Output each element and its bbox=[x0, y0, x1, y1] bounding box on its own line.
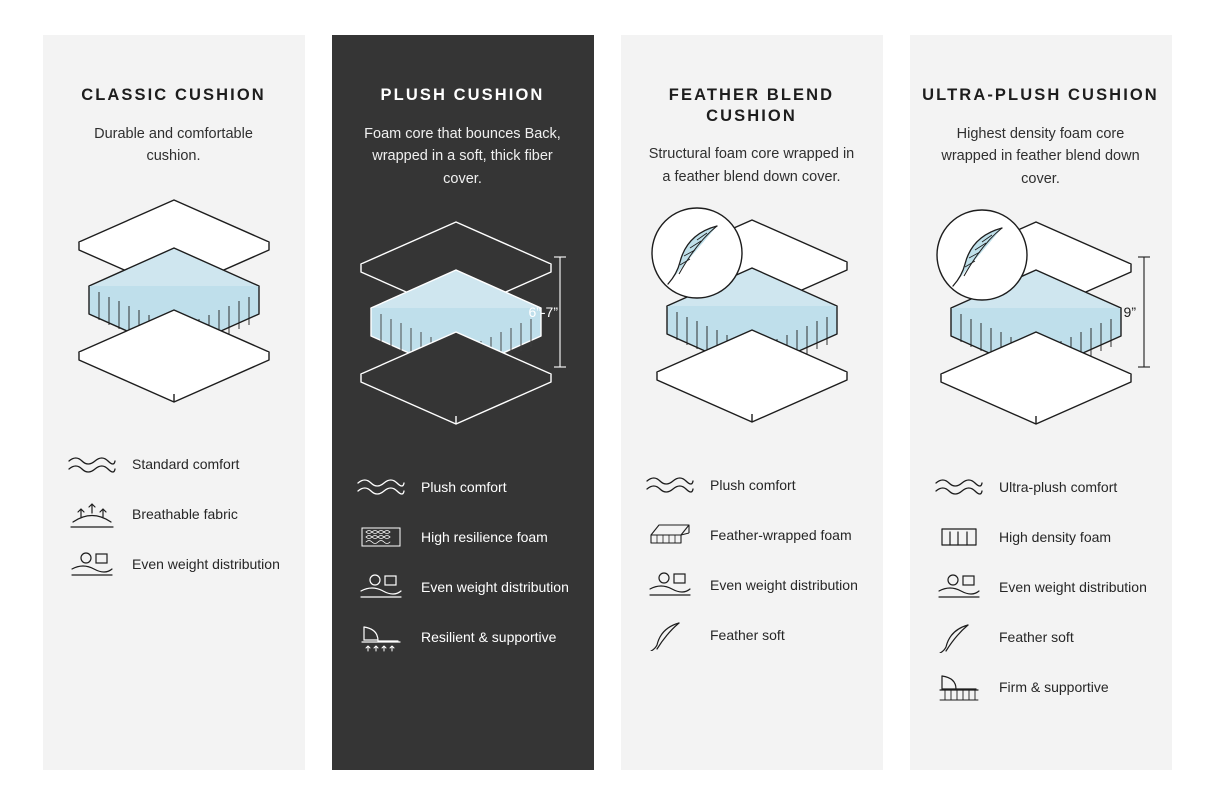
feature-list bbox=[66, 448, 281, 582]
list-item bbox=[933, 570, 1148, 604]
measurement-label: 6”-7” bbox=[527, 304, 558, 321]
cushion-card-feather-blend[interactable] bbox=[621, 35, 883, 770]
feature-label: Even weight distribution bbox=[710, 576, 858, 593]
feature-label: Resilient & supportive bbox=[421, 628, 557, 645]
list-item bbox=[355, 570, 570, 604]
even-weight-icon bbox=[644, 568, 696, 602]
feature-label: Firm & supportive bbox=[999, 678, 1109, 695]
feature-list bbox=[644, 468, 859, 652]
even-weight-icon bbox=[933, 570, 985, 604]
card-subtitle: Durable and comfortable cushion. bbox=[94, 125, 253, 165]
card-subtitle: Foam core that bounces Back, wrapped in a soft, thick fiber cover. bbox=[364, 125, 561, 187]
feature-list bbox=[355, 470, 570, 654]
cushion-card-plush[interactable] bbox=[332, 35, 594, 770]
feature-list bbox=[933, 470, 1148, 704]
feather-badge bbox=[937, 210, 1027, 300]
feature-label: Feather-wrapped foam bbox=[710, 526, 852, 543]
cushion-layers-illustration bbox=[910, 202, 1172, 452]
cushion-card-classic[interactable] bbox=[43, 35, 305, 770]
wave-lines-icon bbox=[66, 448, 118, 482]
card-title: ULTRA-PLUSH CUSHION bbox=[922, 86, 1159, 104]
feather-icon bbox=[644, 618, 696, 652]
card-title: FEATHER BLEND CUSHION bbox=[668, 86, 835, 125]
feather-badge bbox=[652, 208, 742, 298]
card-title: PLUSH CUSHION bbox=[380, 86, 545, 104]
measurement-label: 9” bbox=[1123, 304, 1136, 321]
list-item bbox=[66, 448, 281, 482]
feature-label: Plush comfort bbox=[710, 476, 796, 493]
feature-label: Even weight distribution bbox=[421, 578, 569, 595]
list-item bbox=[355, 620, 570, 654]
list-item bbox=[355, 470, 570, 504]
dense-foam-icon bbox=[933, 520, 985, 554]
foam-block-icon bbox=[644, 518, 696, 552]
feature-label: Plush comfort bbox=[421, 478, 507, 495]
cushion-card-ultra-plush[interactable] bbox=[910, 35, 1172, 770]
feature-label: Even weight distribution bbox=[132, 556, 280, 573]
card-subtitle: Structural foam core wrapped in a feather blend down cover. bbox=[648, 146, 855, 185]
wave-lines-icon bbox=[355, 470, 407, 504]
resilient-seat-icon bbox=[355, 620, 407, 654]
even-weight-icon bbox=[355, 570, 407, 604]
wave-lines-icon bbox=[933, 470, 985, 504]
feature-label: Feather soft bbox=[710, 626, 785, 643]
list-item bbox=[933, 670, 1148, 704]
list-item bbox=[933, 520, 1148, 554]
feature-label: Standard comfort bbox=[132, 456, 240, 473]
list-item bbox=[66, 498, 281, 532]
card-subtitle: Highest density foam core wrapped in feather blend down cover. bbox=[941, 125, 1140, 187]
list-item bbox=[933, 470, 1148, 504]
cushion-layers-illustration bbox=[621, 200, 883, 450]
cushion-layers-illustration bbox=[332, 202, 594, 452]
feature-label: Breathable fabric bbox=[132, 506, 238, 523]
firm-seat-icon bbox=[933, 670, 985, 704]
feature-label: Feather soft bbox=[999, 628, 1074, 645]
feature-label: High density foam bbox=[999, 528, 1112, 545]
list-item bbox=[933, 620, 1148, 654]
even-weight-icon bbox=[66, 548, 118, 582]
cushion-layers-illustration bbox=[43, 180, 305, 430]
feature-label: High resilience foam bbox=[421, 528, 548, 545]
feather-icon bbox=[933, 620, 985, 654]
feature-label: Ultra-plush comfort bbox=[999, 478, 1118, 495]
feature-label: Even weight distribution bbox=[999, 578, 1147, 595]
breathable-fabric-icon bbox=[66, 498, 118, 532]
list-item bbox=[644, 618, 859, 652]
list-item bbox=[66, 548, 281, 582]
honeycomb-foam-icon bbox=[355, 520, 407, 554]
wave-lines-icon bbox=[644, 468, 696, 502]
list-item bbox=[644, 568, 859, 602]
list-item bbox=[644, 468, 859, 502]
list-item bbox=[355, 520, 570, 554]
list-item bbox=[644, 518, 859, 552]
card-title: CLASSIC CUSHION bbox=[81, 86, 266, 104]
